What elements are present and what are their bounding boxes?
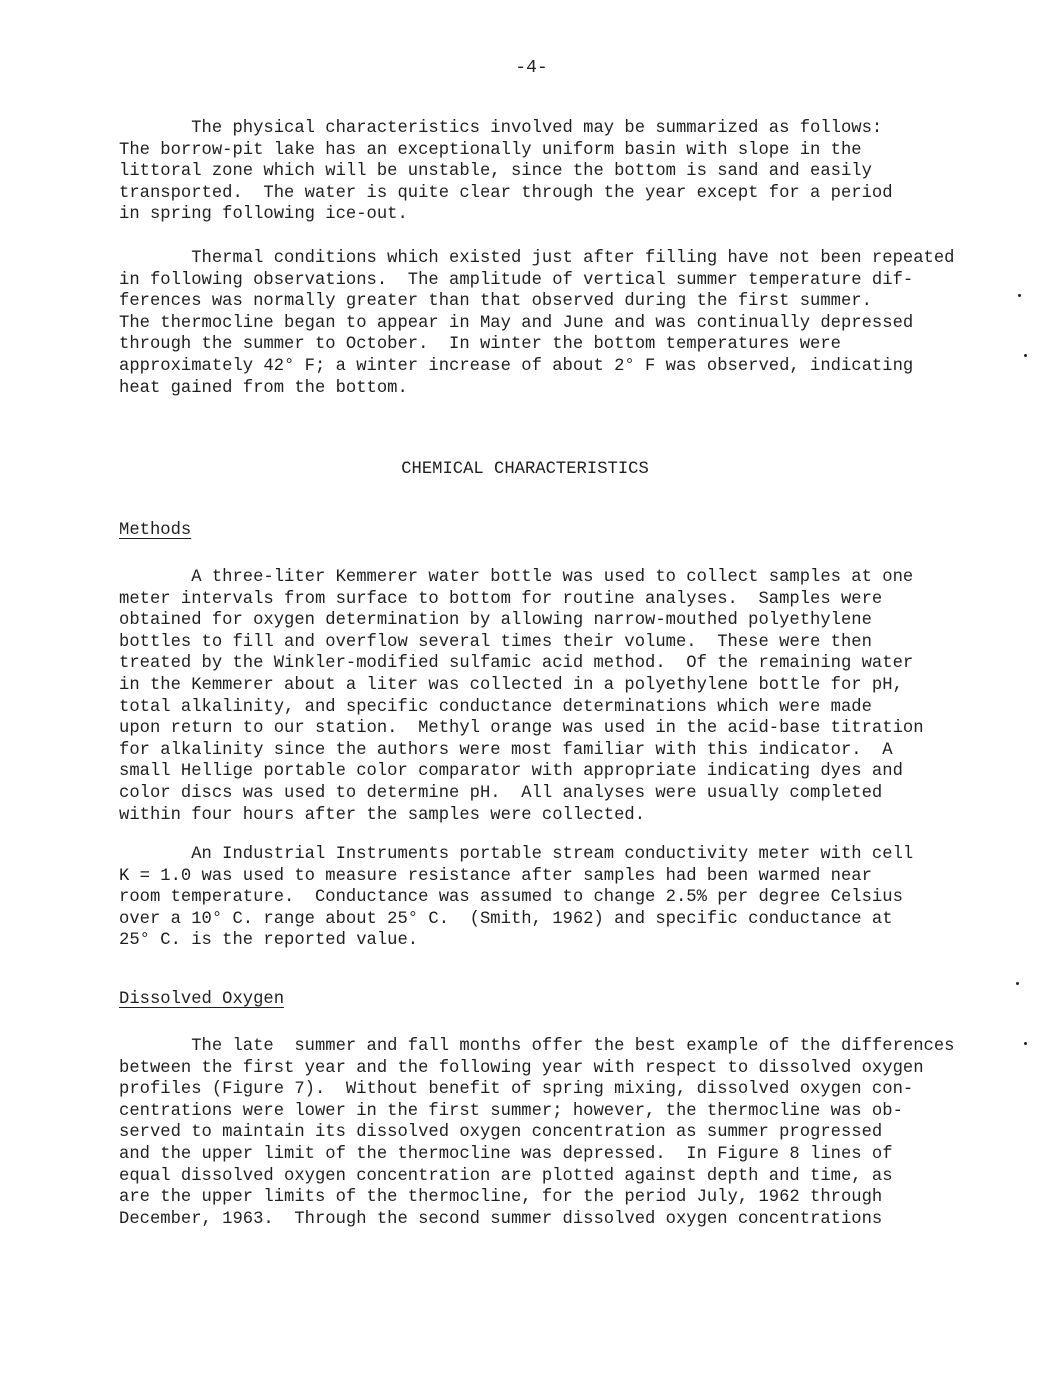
- subheading-dissolved-oxygen: Dissolved Oxygen: [119, 990, 285, 1009]
- page-number: -4-: [515, 58, 548, 78]
- paragraph-methods-conductivity: An Industrial Instruments portable stream conductivity meter with cell K = 1.0 was used to measure resistance after samples had been warmed near room temperature. Conductance was assumed to change 2.5% per degree Celsius over a 10° C. range about 25° C. (Smith, 1962) and specific conductance at 25° C. is the reported value.: [119, 845, 914, 951]
- scan-speck: [1018, 294, 1021, 297]
- paragraph-physical-characteristics: The physical characteristics involved may be summarized as follows: The borrow-pit lake has an exceptionally uniform basin with slope in the littoral zone which will be unstable, since the bottom is sand and easily transported. The water is quite clear through the year except for a period in spring following ice-out.: [119, 119, 893, 225]
- section-heading-chemical: CHEMICAL CHARACTERISTICS: [401, 460, 649, 479]
- scan-speck: [1024, 1042, 1027, 1045]
- scan-speck: [1016, 982, 1019, 985]
- scan-speck: [1024, 354, 1027, 357]
- paragraph-methods-sampling: A three-liter Kemmerer water bottle was used to collect samples at one meter intervals from surface to bottom for routine analyses. Samples were obtained for oxygen determination by allowing narrow-mouthed polyethylene bottles to fill and overflow several times their volume. These were then treated by the Winkler-modified sulfamic acid method. Of the remaining water in the Kemmerer about a liter was collected in a polyethylene bottle for pH, total alkalinity, and specific conductance determinations which were made upon return to our station. Methyl orange was used in the acid-base titration for alkalinity since the authors were most familiar with this indicator. A small Hellige portable color comparator with appropriate indicating dyes and color discs was used to determine pH. All analyses were usually completed within four hours after the samples were collected.: [119, 568, 924, 825]
- paragraph-dissolved-oxygen: The late summer and fall months offer the best example of the differences between the first year and the following year with respect to dissolved oxygen profiles (Figure 7). Without benefit of spring mixing, dissolved oxygen con- centrations were lower in the first summer; however, the thermocline was ob- served to maintain its dissolved oxygen concentration as summer progressed and the upper limit of the thermocline was depressed. In Figure 8 lines of equal dissolved oxygen concentration are plotted against depth and time, as are the upper limits of the thermocline, for the period July, 1962 through December, 1963. Through the second summer dissolved oxygen concentrations: [119, 1037, 955, 1229]
- subheading-methods: Methods: [119, 521, 192, 540]
- paragraph-thermal-conditions: Thermal conditions which existed just after filling have not been repeated in following observations. The amplitude of vertical summer temperature dif- ferences was normally greater than that observed during the first summer. The thermocline began to appear in May and June and was continually depressed through the summer to October. In winter the bottom temperatures were approximately 42° F; a winter increase of about 2° F was observed, indicating heat gained from the bottom.: [119, 249, 955, 398]
